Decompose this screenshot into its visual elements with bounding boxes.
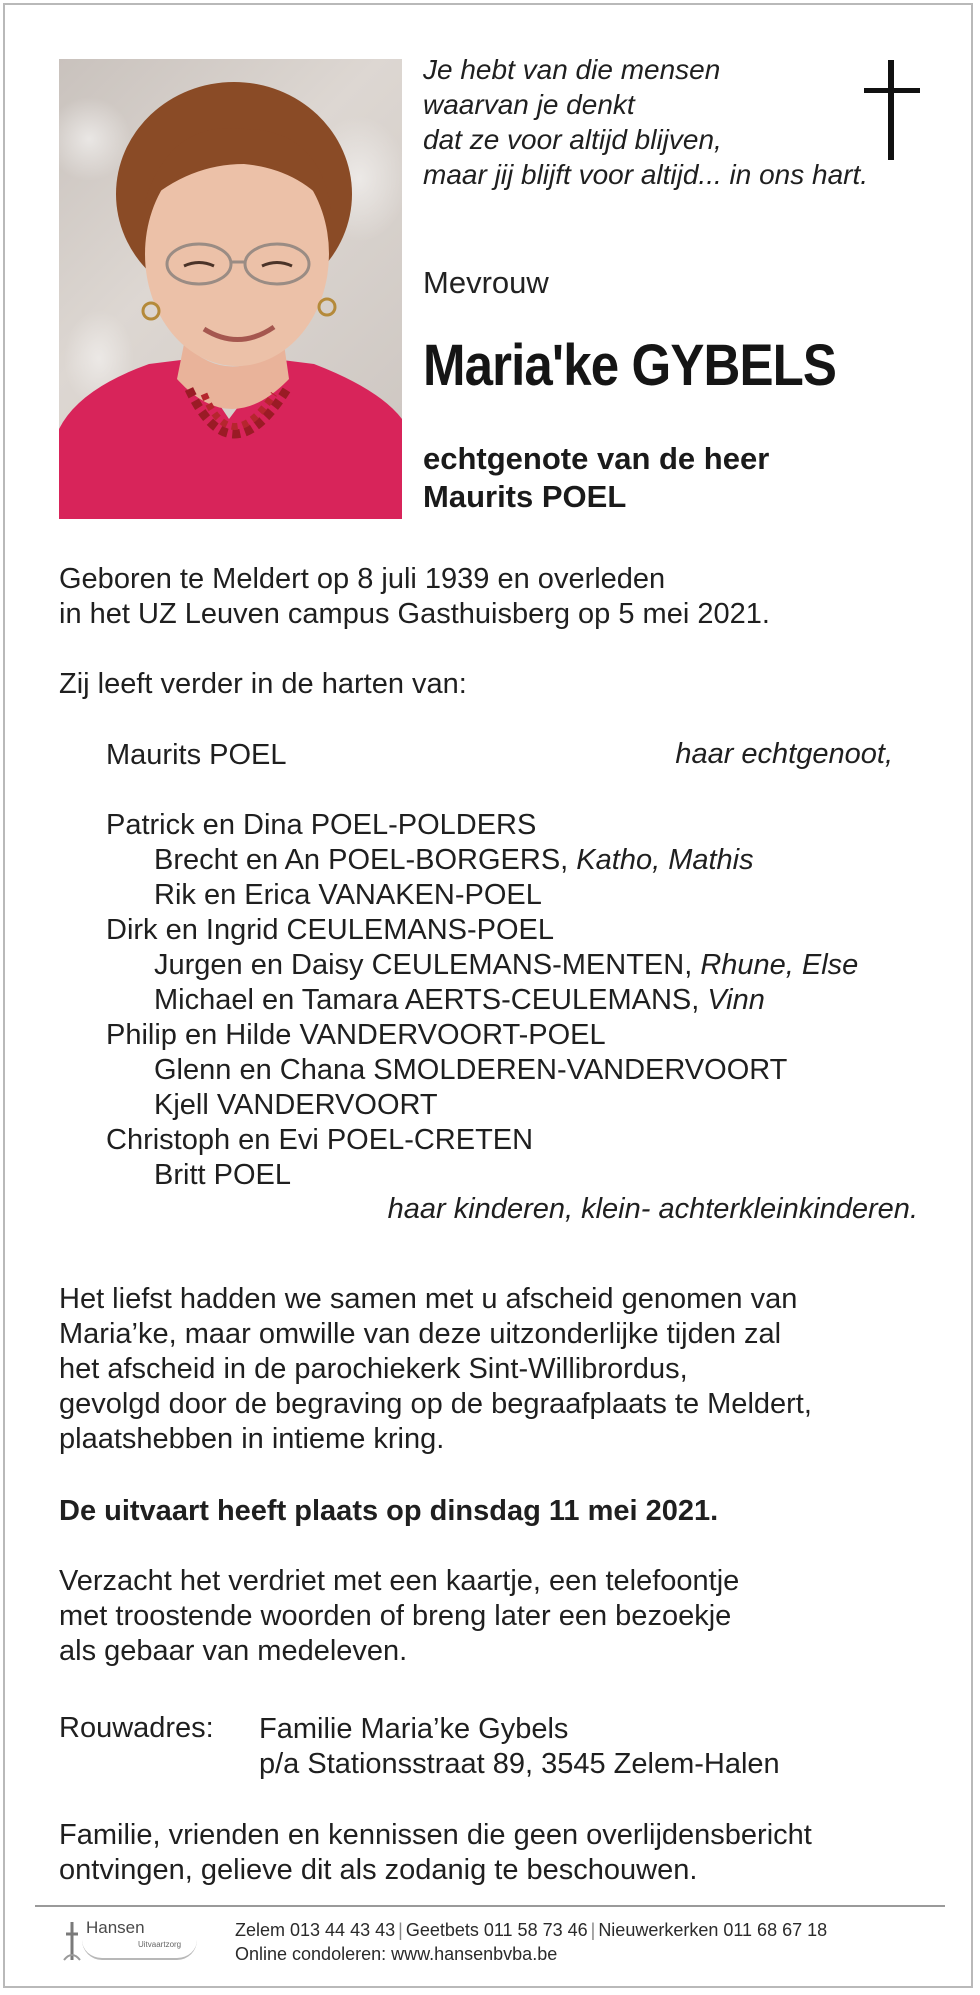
text-line: met troostende woorden of breng later een bezoekje xyxy=(59,1600,732,1632)
family-member xyxy=(106,913,554,948)
phone-zelem: Zelem 013 44 43 43 xyxy=(235,1920,396,1940)
family-member xyxy=(154,1088,438,1123)
text-line: ontvingen, gelieve dit als zodanig te beschouwen. xyxy=(59,1854,698,1886)
family-member-name: Jurgen en Daisy CEULEMANS-MENTEN, xyxy=(154,949,693,981)
farewell-text xyxy=(59,1282,812,1457)
husband-name: Maurits POEL xyxy=(106,739,287,771)
cross-icon xyxy=(864,60,920,160)
family-member-name: Christoph en Evi POEL-CRETEN xyxy=(106,1124,534,1156)
family-member-children: Vinn xyxy=(707,984,765,1016)
family-member xyxy=(154,983,765,1018)
phone-geetbets: Geetbets 011 58 73 46 xyxy=(405,1920,588,1940)
poem-line: maar jij blijft voor altijd... in ons hart. xyxy=(423,159,869,190)
address-line: Familie Maria’ke Gybels xyxy=(259,1713,569,1745)
family-member-name: Patrick en Dina POEL-POLDERS xyxy=(106,809,537,841)
family-member-name: Brecht en An POEL-BORGERS, xyxy=(154,844,569,876)
address-lines xyxy=(259,1712,780,1782)
family-member-name: Glenn en Chana SMOLDEREN-VANDERVOORT xyxy=(154,1054,788,1086)
spouse-line: Maurits POEL xyxy=(423,479,627,514)
address-line: p/a Stationsstraat 89, 3545 Zelem-Halen xyxy=(259,1748,780,1780)
notice-text xyxy=(59,1818,812,1888)
husband-role: haar echtgenoot, xyxy=(675,738,893,770)
text-line: plaatshebben in intieme kring. xyxy=(59,1423,445,1455)
spouse-line: echtgenote van de heer xyxy=(423,441,770,476)
family-member-name: Michael en Tamara AERTS-CEULEMANS, xyxy=(154,984,700,1016)
logo-name: Hansen xyxy=(86,1918,145,1937)
hansen-logo xyxy=(62,1918,202,1966)
family-member xyxy=(154,843,754,878)
text-line: Geboren te Meldert op 8 juli 1939 en overleden xyxy=(59,563,666,595)
spouse-info xyxy=(423,440,769,516)
footer-divider xyxy=(35,1905,945,1907)
text-line: als gebaar van medeleven. xyxy=(59,1635,408,1667)
family-member xyxy=(154,948,858,983)
portrait-photo xyxy=(59,59,402,519)
family-member xyxy=(106,808,536,843)
family-member-name: Dirk en Ingrid CEULEMANS-POEL xyxy=(106,914,555,946)
birth-death-text xyxy=(59,562,770,632)
family-member xyxy=(106,1123,533,1158)
family-member xyxy=(154,878,542,913)
footer-contact: Zelem 013 44 43 43 | Geetbets 011 58 73 46 | Nieuwerkerken 011 68 67 18 Online condoleren: www.hansenbvba.be xyxy=(235,1920,828,1964)
comfort-text xyxy=(59,1564,739,1669)
text-line: het afscheid in de parochiekerk Sint-Willibrordus, xyxy=(59,1353,688,1385)
poem xyxy=(423,52,868,192)
poem-line: Je hebt van die mensen xyxy=(423,54,721,85)
text-line: Maria’ke, maar omwille van deze uitzonderlijke tijden zal xyxy=(59,1318,782,1350)
family-role: haar kinderen, klein- achterkleinkinderen. xyxy=(387,1193,918,1225)
phone-nieuwerkerken: Nieuwerkerken 011 68 67 18 xyxy=(598,1920,828,1940)
family-member-name: Britt POEL xyxy=(154,1159,291,1191)
family-member xyxy=(154,1158,291,1193)
family-member xyxy=(154,1053,787,1088)
poem-line: dat ze voor altijd blijven, xyxy=(423,124,722,155)
address-label: Rouwadres: xyxy=(59,1712,214,1744)
text-line: Verzacht het verdriet met een kaartje, een telefoontje xyxy=(59,1565,740,1597)
condolences-link[interactable]: Online condoleren: www.hansenbvba.be xyxy=(235,1944,558,1964)
text-line: Familie, vrienden en kennissen die geen overlijdensbericht xyxy=(59,1819,812,1851)
funeral-date xyxy=(59,1494,718,1529)
text-line: in het UZ Leuven campus Gasthuisberg op 5 mei 2021. xyxy=(59,598,770,630)
family-member-name: Philip en Hilde VANDERVOORT-POEL xyxy=(106,1019,606,1051)
logo-subtitle: Uitvaartzorg xyxy=(138,1940,182,1949)
family-member-name: Kjell VANDERVOORT xyxy=(154,1089,438,1121)
family-member-name: Rik en Erica VANAKEN-POEL xyxy=(154,879,542,911)
survivors-intro xyxy=(59,667,467,702)
poem-line: waarvan je denkt xyxy=(423,89,635,120)
text-line: Zij leeft verder in de harten van: xyxy=(59,668,467,700)
family-member-children: Rhune, Else xyxy=(700,949,859,981)
deceased-name: Maria'ke GYBELS xyxy=(423,333,837,398)
text-line: De uitvaart heeft plaats op dinsdag 11 mei 2021. xyxy=(59,1495,719,1527)
text-line: gevolgd door de begraving op de begraafplaats te Meldert, xyxy=(59,1388,812,1420)
text-line: Het liefst hadden we samen met u afscheid genomen van xyxy=(59,1283,798,1315)
family-member-children: Katho, Mathis xyxy=(576,844,754,876)
family-member xyxy=(106,1018,606,1053)
salutation: Mevrouw xyxy=(423,265,549,300)
